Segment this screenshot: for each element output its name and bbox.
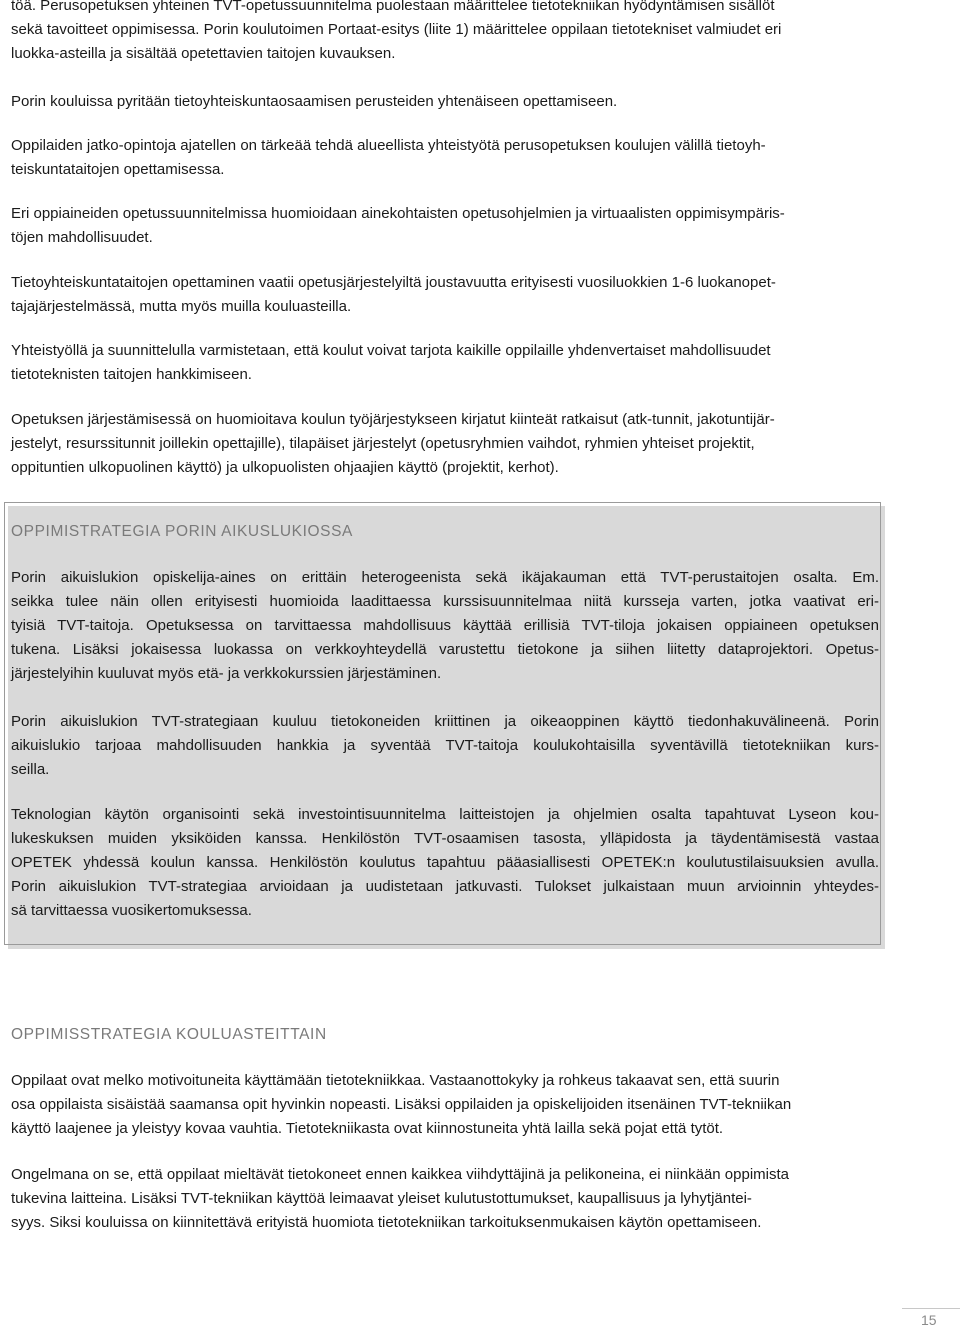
paragraph-porin-schools [11, 90, 879, 114]
text-line: jestelyt, resurssitunnit joillekin opettajille), tilapäiset järjestelyt (opetusryhmien vaihdot, ryhmien yhteiset projektit, [11, 435, 755, 452]
text-line: Opetuksen järjestämisessä on huomioitava koulun työjärjestykseen kirjatut kiinteät ratkaisut (atk-tunnit, jakotuntijär- [11, 411, 775, 428]
text-line: tajajärjestelmässä, mutta myös muilla kouluasteilla. [11, 298, 352, 315]
text-line: Oppilaat ovat melko motivoituneita käyttämään tietotekniikkaa. Vastaanottokyky ja rohkeus takaavat sen, että suurin [11, 1072, 780, 1089]
text-line: Oppilaiden jatko-opintoja ajatellen on tärkeää tehdä alueellista yhteistyötä perusopetuksen koulujen välillä tietoyh- [11, 137, 766, 154]
text-line: Teknologian käytön organisointi sekä investointisuunnitelma laitteistojen ja ohjelmien osalta tapahtuvat Lyseon kou- [11, 806, 879, 823]
box-paragraph-2 [11, 710, 879, 782]
text-line: Porin aikuislukion TVT-strategiaan kuuluu tietokoneiden kriittinen ja oikeaoppinen käyttö tiedonhakuvälineenä. Porin [11, 713, 879, 730]
text-line: sä tarvittaessa vuosikertomuksessa. [11, 902, 252, 919]
text-line: seikka tulee näin ollen erityisesti huomioida laadittaessa kurssisuunnitelmaa niitä kursseja varten, jotka vaativat eri- [11, 593, 879, 610]
section-heading-aikuslukio: OPPIMISTRATEGIA PORIN AIKUSLUKIOSSA [11, 523, 353, 540]
text-line: töjen mahdollisuudet. [11, 229, 153, 246]
section2-paragraph-2 [11, 1163, 879, 1235]
paragraph-arrangements [11, 408, 879, 480]
text-line: oppituntien ulkopuolinen käyttö) ja ulkopuolisten ohjaajien käyttö (projektit, kerhot). [11, 459, 559, 476]
text-line: tukevina laitteina. Lisäksi TVT-tekniikan käyttöä leimaavat yleiset kulutustottumukset, kaupallisuus ja lyhytjäntei- [11, 1190, 752, 1207]
section2-paragraph-1 [11, 1069, 879, 1141]
text-line: seilla. [11, 761, 50, 778]
paragraph-flexibility [11, 271, 879, 319]
box-paragraph-3 [11, 803, 879, 923]
text-line: järjestelyihin kuuluvat myös etä- ja verkkokurssien järjestäminen. [11, 665, 442, 682]
page-number: 15 [921, 1312, 937, 1328]
text-line: Porin aikuislukion opiskelija-aines on erittäin heterogeenista sekä ikäjakauman että TVT-perustaitojen osalta. Em. [11, 569, 879, 586]
section-heading-kouluasteittain: OPPIMISSTRATEGIA KOULUASTEITTAIN [11, 1026, 327, 1043]
text-line: OPETEK yhdessä koulun kanssa. Henkilöstön koulutus tapahtuu pääasiallisesti OPETEK:n koulutustilaisuuksien avulla. [11, 854, 879, 871]
paragraph-curricula [11, 202, 879, 250]
paragraph-cooperation [11, 134, 879, 182]
text-line: sekä tavoitteet oppimisessa. Porin koulutoimen Portaat-esitys (liite 1) määrittelee oppilaan tietotekniset valmiudet eri [11, 21, 782, 38]
paragraph-equality [11, 339, 879, 387]
page-number-rule [902, 1308, 960, 1309]
text-line: aikuislukio tarjoaa mahdollisuuden hankkia ja syventää TVT-taitoja koulukohtaisilla syventävillä tietotekniikan kurs- [11, 737, 879, 754]
text-line: Eri oppiaineiden opetussuunnitelmissa huomioidaan ainekohtaisten opetusohjelmien ja virtuaalisten oppimisympäris- [11, 205, 785, 222]
paragraph-intro [11, 0, 879, 66]
text-line: lukeskuksen muiden yksiköiden kanssa. Henkilöstön TVT-osaamisen tasosta, ylläpidosta ja täydentämisestä vastaa [11, 830, 879, 847]
text-line: Porin aikuislukion TVT-strategiaa arvioidaan ja uudistetaan jatkuvasti. Tulokset julkaistaan muun arvioinnin yhteydes- [11, 878, 879, 895]
text-line: töä. Perusopetuksen yhteinen TVT-opetussuunnitelma puolestaan määrittelee tietotekniikan hyödyntämisen sisällöt [11, 0, 775, 14]
text-line: käyttö laajenee ja yleistyy kovaa vauhtia. Tietotekniikasta ovat kiinnostuneita yhtä lailla sekä pojat että tytöt. [11, 1120, 724, 1137]
text-line: osa oppilaista sisäistää saamansa opit hyvinkin nopeasti. Lisäksi oppilaiden ja opiskelijoiden itsenäinen TVT-tekniikan [11, 1096, 792, 1113]
text-line: Ongelmana on se, että oppilaat mieltävät tietokoneet ennen kaikkea viihdyttäjinä ja pelikoneina, ei niinkään oppimista [11, 1166, 789, 1183]
text-line: Tietoyhteiskuntataitojen opettaminen vaatii opetusjärjestelyiltä joustavuutta erityisesti vuosiluokkien 1-6 luokanopet- [11, 274, 776, 291]
text-line: luokka-asteilla ja sisältää opetettavien taitojen kuvauksen. [11, 45, 396, 62]
box-paragraph-1 [11, 566, 879, 686]
text-line: tukena. Lisäksi jokaisessa luokassa on verkkoyhteydellä varustettu tietokone ja siihen liitetty dataprojektori. Opetus- [11, 641, 879, 658]
text-line: tyisiä TVT-taitoja. Opetuksessa on tarvittaessa mahdollisuus käyttää erillisiä TVT-tiloja jokaisen oppiaineen opetuksen [11, 617, 879, 634]
text-line: syys. Siksi kouluissa on kiinnitettävä erityistä huomiota tietotekniikan tarkoituksenmukaisen käytön opettamiseen. [11, 1214, 762, 1231]
text-line: tietoteknisten taitojen hankkimiseen. [11, 366, 252, 383]
text-line: teiskuntataitojen opettamisessa. [11, 161, 225, 178]
text-line: Porin kouluissa pyritään tietoyhteiskuntaosaamisen perusteiden yhtenäiseen opettamiseen. [11, 93, 618, 110]
text-line: Yhteistyöllä ja suunnittelulla varmistetaan, että koulut voivat tarjota kaikille oppilaille yhdenvertaiset mahdollisuudet [11, 342, 771, 359]
